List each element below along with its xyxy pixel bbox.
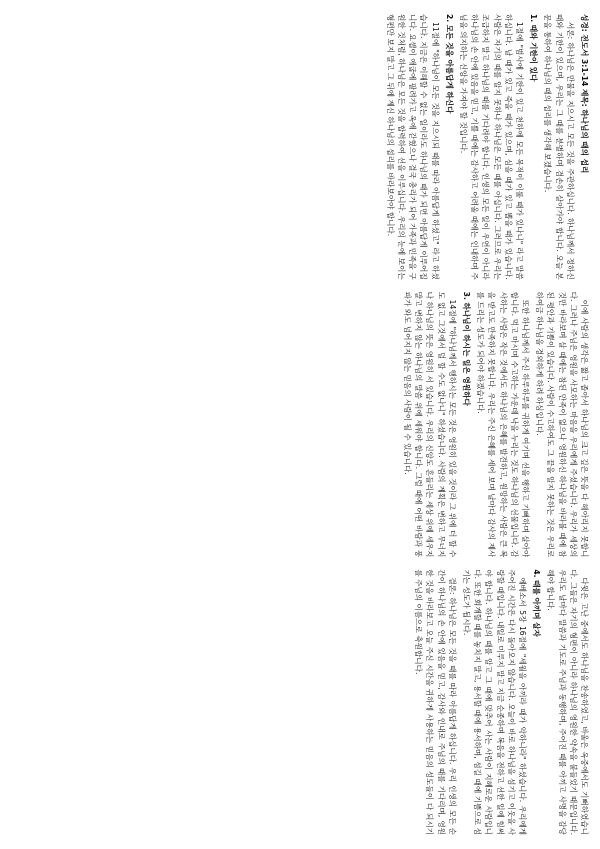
section-1-paragraph: 1절에 "범사에 기한이 있고 천하에 모든 목적이 이룰 때가 있나니" 라고 말씀하십니다. 날 때가 있고 죽을 때가 있으며, 심을 때가 있고 뽑을 때가 있습니다. 사람은 자기의 때를 알지 못하나 하나님은 모든 때를 아십니다. 그러므로 우리는 조급하지 말고 하나님의 때를 기다려야 합니다. 인생의 모든 일이 우연이 아니라 하나님의 손 안에 있음을 믿고, 기쁠 때에는 감사하고 어려울 때에는 인내하며 주님을 의지하는 신앙을 가져야 할 것입니다. — [458, 14, 524, 280]
sermon-title: 성경: 전도서 3:1-14 제목: 하나님의 때의 섭리 — [580, 14, 589, 174]
section-4-paragraph: 에베소서 5장 16절에 "세월을 아끼라 때가 악하니라" 하셨습니다. 우리에게 주어진 시간은 다시 돌아오지 않습니다. 오늘이 바로 하나님을 섬기고 이웃을 사랑할 때입니다. 내일로 미루지 말고 지금 순종하며 복음을 전하고 선한 일에 힘써야 합니다. 하나님의 때를 알고 그 때에 맞추어 사는 사람이 지혜로운 사람입니다. 또한 회개할 때를 놓치지 말고, 용서할 때에 용서하며, 섬길 때에 기쁨으로 섬기는 성도가 됩시다. — [461, 569, 527, 836]
section-2-extra-paragraph: 또한 하나님께서 주신 하루하루를 귀하게 여기며 선을 행하고 기뻐하며 살아야 합니다. 먹고 마시며 수고하는 가운데 낙을 누리는 것도 하나님의 선물입니다. 감사하는 사람은 작은 것에서도 하나님의 은혜를 발견하고, 원망하는 사람은 큰 복을 받고도 만족하지 못합니다. 우리는 주신 은혜를 세어 보며 날마다 감사의 제사를 드리는 성도가 되어야 하겠습니다. — [476, 291, 530, 558]
section-2-heading: 2. 모든 것을 아름답게 하신다 — [444, 14, 454, 114]
section-2-continued-paragraph: 이에 사람의 생각은 짧고 좁아서 하나님의 크고 깊은 뜻을 다 헤아리지 못합니다. 그러나 주님은 영원을 사모하는 마음을 우리에게 주셨습니다. 우리가 세상의 것만 바라보며 살 때에는 참된 만족이 없으나 영원하신 하나님을 바라볼 때에 참된 평안과 기쁨이 있습니다. 사람이 수고하여도 그 끝을 알지 못하는 것은 우리로 하여금 하나님을 경외하게 하려 하심입니다. — [535, 291, 589, 558]
section-3-continued-paragraph: 다윗은 고난 중에서도 하나님을 찬송하였고, 바울은 옥중에서도 기뻐하였습니다. 그들은 자기의 형편이 아니라 하나님의 영원한 약속을 붙들었기 때문입니다. 우리도 날마다 말씀과 기도로 주님과 동행하며, 주어진 때를 아끼고 사명을 감당해야 합니다. — [546, 569, 589, 836]
intro-paragraph: 서론: 하나님은 만물을 지으시고 모든 것을 주관하십니다. 하나님께서 정하신 때와 기한이 있으며, 우리는 그 때를 분별하며 겸손히 살아가야 합니다. 오늘 본문을 통하여 하나님의 때의 섭리를 생각해 보겠습니다. — [543, 14, 575, 280]
text-column-1 — [10, 14, 590, 280]
section-3-heading: 3. 하나님이 하시는 일은 영원하다 — [461, 291, 471, 406]
section-4-heading: 4. 때를 아끼며 살자 — [532, 569, 542, 637]
section-1-heading: 1. 때와 기한이 있다 — [529, 14, 539, 82]
conclusion-paragraph: 결론: 하나님은 모든 것을 때를 따라 아름답게 하십니다. 우리 인생의 모든 순간이 하나님의 손 안에 있음을 믿고, 감사와 인내로 주님의 때를 기다리며, 영원한 것을 바라보고 오늘 주신 시간을 귀하게 사용하는 믿음의 성도들이 다 되시기를 주님의 이름으로 축원합니다. — [414, 569, 457, 836]
text-column-2 — [10, 292, 590, 558]
section-3-paragraph: 14절에 "하나님께서 행하시는 모든 것은 영원히 있을 것이라 그 위에 더 할 수도 없고 그것에서 덜 할 수도 없나니" 하셨습니다. 사람의 계획은 변하고 무너지나 하나님의 뜻은 영원히 서 있습니다. 우리의 신앙도 흔들리는 세상 위에 세우지 말고 변하지 않는 하나님의 말씀 위에 세워야 합니다. 그럴 때에 어떤 바람과 풍파가 와도 넘어지지 않는 믿음의 사람이 될 수 있습니다. — [402, 291, 457, 558]
text-column-3 — [10, 569, 590, 835]
section-2-paragraph: 11절에 "하나님이 모든 것을 지으시되 때를 따라 아름답게 하셨고" 라고 하셨습니다. 지금은 이해할 수 없는 일이라도 하나님의 때가 되면 아름답게 이루어집니다. 요셉이 애굽에 팔려가고 옥에 갇혔으나 결국 총리가 되어 가족과 민족을 구원한 것처럼, 하나님은 모든 것을 합력하여 선을 이루십니다. 우리의 눈에 보이는 형편만 보지 말고 그 뒤에 계신 하나님의 섭리를 바라보아야 합니다. — [385, 14, 440, 280]
